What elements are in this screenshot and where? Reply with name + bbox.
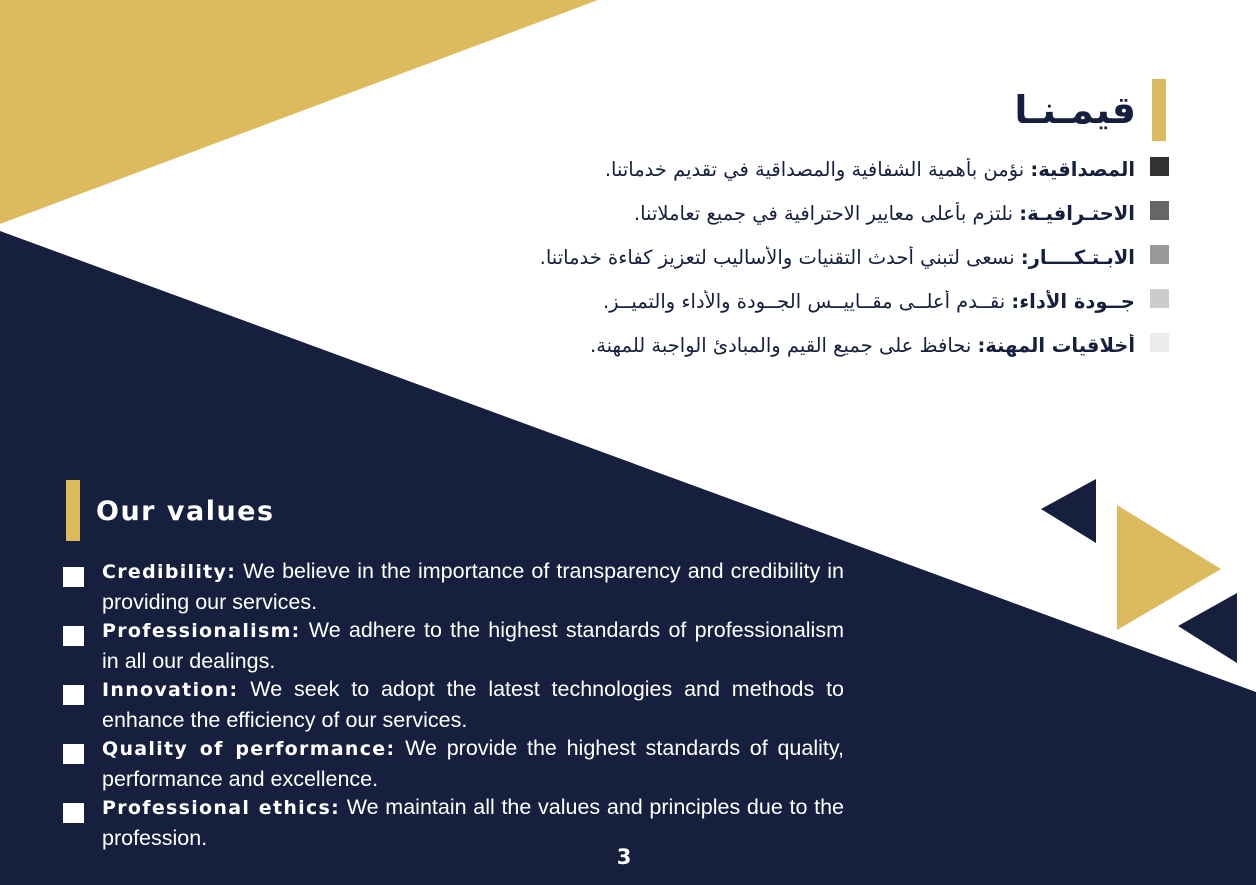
english-bullet-square [63,685,84,705]
english-value-term: Quality of performance: [102,738,396,760]
arabic-value-description: نؤمن بأهمية الشفافية والمصداقية في تقديم خدماتنا. [604,157,1031,181]
english-value-description: We seek to adopt the latest technologies and methods to enhance the efficiency of our services. [102,677,844,732]
navy-triangle-bottom [1178,593,1237,663]
english-title-accent-bar [66,480,80,541]
arabic-value-description: نلتزم بأعلى معايير الاحترافية في جميع تعاملاتنا. [633,201,1020,225]
arabic-value-term: أخلاقيات المهنة: [977,333,1135,357]
english-value-term: Innovation: [102,679,239,701]
english-value-description: We adhere to the highest standards of professionalism in all our dealings. [102,618,844,673]
english-bullet-square [63,626,84,646]
english-value-term: Credibility: [102,561,237,583]
arabic-value-term: المصداقية: [1030,157,1135,181]
english-value-text [102,675,844,735]
english-value-text [102,793,844,853]
arabic-value-text [405,202,1135,225]
english-value-text [102,734,844,794]
english-section-title: Our values [96,496,275,527]
english-value-term: Professionalism: [102,620,301,642]
arabic-value-text [405,246,1135,269]
arabic-value-term: الاحتـرافيـة: [1019,201,1135,225]
english-value-text [102,557,844,617]
english-value-text [102,616,844,676]
arabic-value-item [405,147,1169,191]
arabic-value-text [405,334,1135,357]
arabic-value-item [405,191,1169,235]
english-value-description: We provide the highest standards of quality, performance and excellence. [102,736,844,791]
arabic-value-item [405,279,1169,323]
arabic-value-term: الابـتـكــــار: [1020,245,1135,269]
english-bullet-square [63,567,84,587]
english-value-item [63,557,844,616]
arabic-value-text [405,158,1135,181]
arabic-value-description: نسعى لتبني أحدث التقنيات والأساليب لتعزيز كفاءة خدماتنا. [539,245,1021,269]
arabic-value-item [405,235,1169,279]
arabic-section-title: قيمـنـا [1014,88,1136,132]
english-values-list [63,557,844,852]
english-value-term: Professional ethics: [102,797,341,819]
arabic-value-text [405,290,1135,313]
arabic-value-term: جــودة الأداء: [1011,289,1135,313]
english-value-item [63,734,844,793]
arabic-bullet-square [1150,201,1169,220]
arabic-bullet-square [1150,289,1169,308]
arabic-values-list [405,147,1169,367]
english-bullet-square [63,744,84,764]
navy-triangle-top [1041,479,1096,543]
arabic-value-description: نحافظ على جميع القيم والمبادئ الواجبة للمهنة. [590,333,978,357]
english-value-description: We maintain all the values and principles due to the profession. [102,795,844,850]
arabic-title-accent-bar [1152,79,1166,141]
arabic-value-item [405,323,1169,367]
page-number: 3 [616,845,632,869]
english-value-item [63,793,844,852]
english-value-item [63,675,844,734]
arabic-bullet-square [1150,157,1169,176]
arabic-bullet-square [1150,333,1169,352]
arabic-bullet-square [1150,245,1169,264]
english-bullet-square [63,803,84,823]
arabic-value-description: نقــدم أعلــى مقــاييــس الجــودة والأداء والتميــز. [602,289,1012,313]
english-value-item [63,616,844,675]
english-value-description: We believe in the importance of transparency and credibility in providing our services. [102,559,844,614]
